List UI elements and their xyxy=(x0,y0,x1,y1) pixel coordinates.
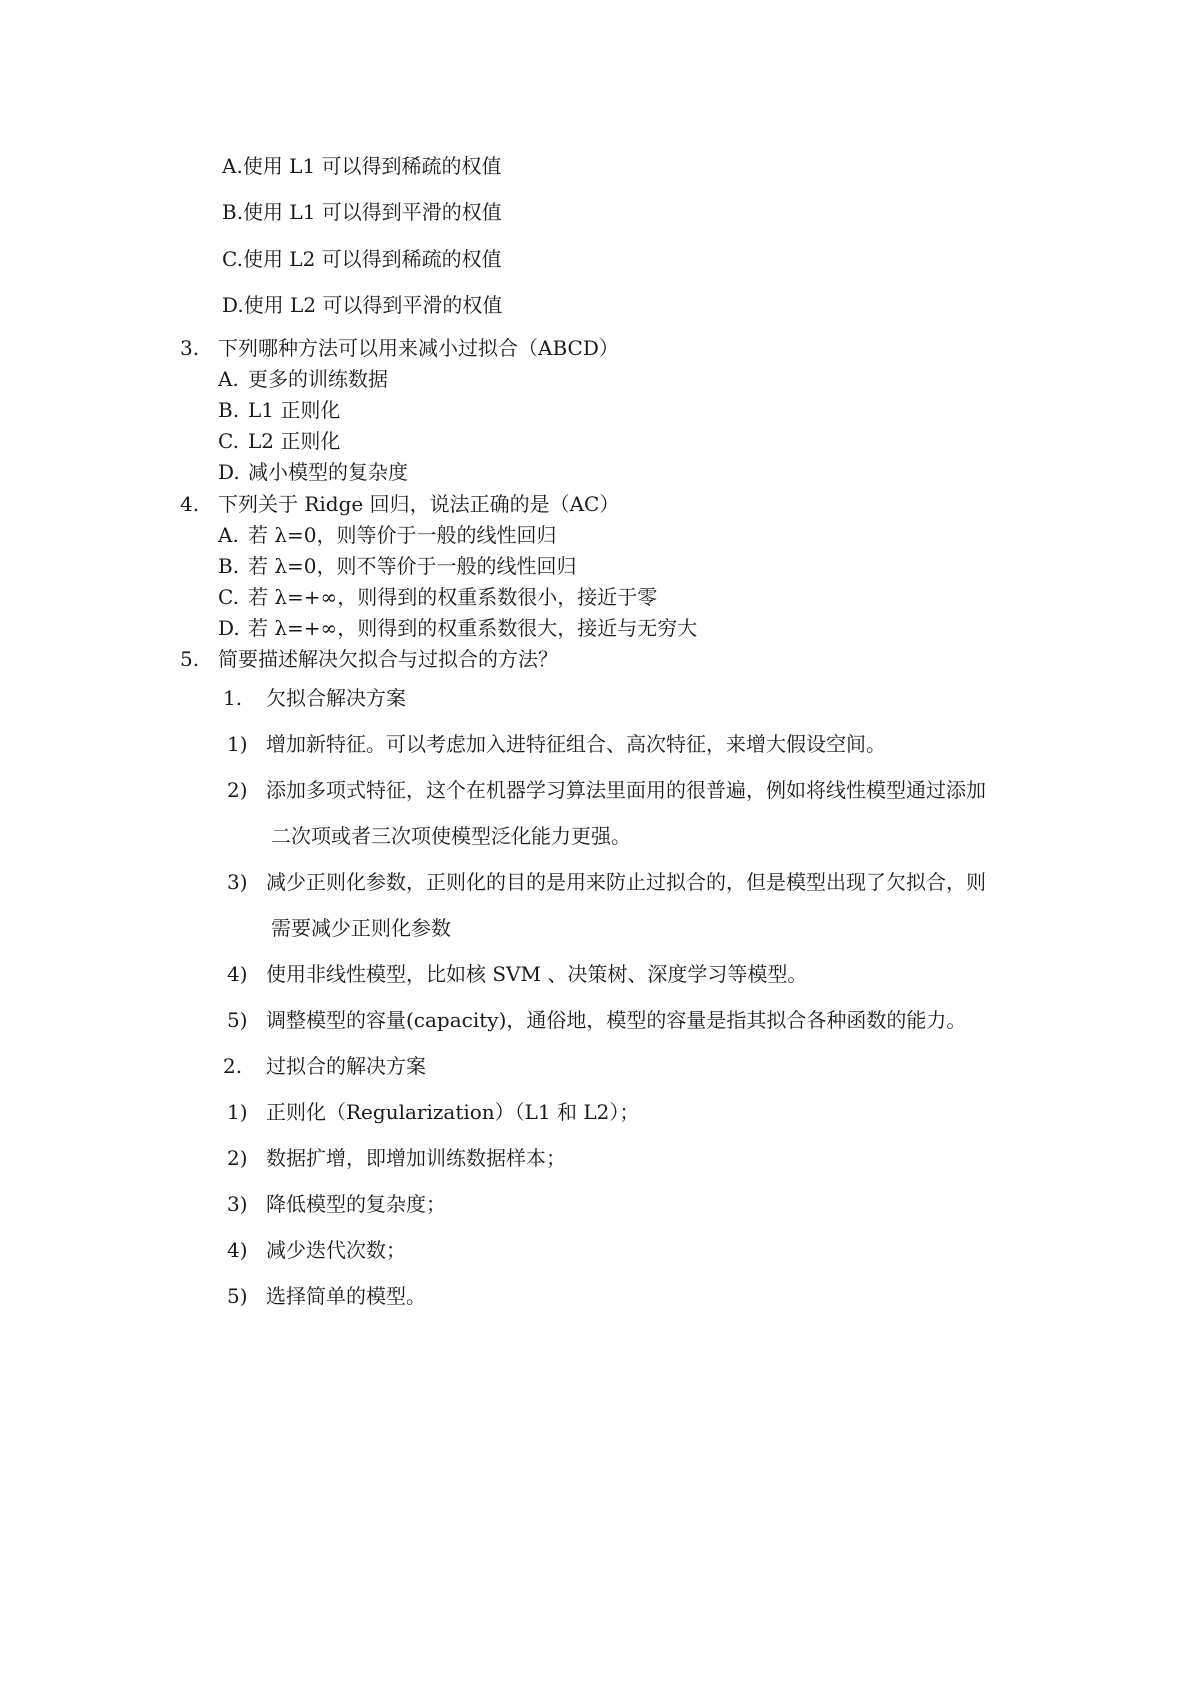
option-label: B. xyxy=(218,554,240,578)
item-number: 4) xyxy=(227,962,248,986)
question-text: 下列关于 Ridge 回归，说法正确的是（AC） xyxy=(218,492,620,516)
item-text: 添加多项式特征，这个在机器学习算法里面用的很普遍，例如将线性模型通过添加 xyxy=(266,778,986,802)
option-label: A. xyxy=(218,367,239,391)
section-number: 2. xyxy=(223,1054,243,1078)
question-number: 4. xyxy=(180,492,200,516)
option-text: 若 λ=0，则等价于一般的线性回归 xyxy=(248,523,557,547)
item-number: 4) xyxy=(227,1238,248,1262)
option-label: D. xyxy=(218,616,240,640)
question-text: 下列哪种方法可以用来减小过拟合（ABCD） xyxy=(218,336,619,360)
item-text: 数据扩增，即增加训练数据样本； xyxy=(266,1146,566,1170)
option-label: A. xyxy=(218,523,239,547)
question-text: 简要描述解决欠拟合与过拟合的方法？ xyxy=(218,647,558,671)
option-text: 更多的训练数据 xyxy=(248,367,388,391)
section-title: 过拟合的解决方案 xyxy=(266,1054,426,1078)
item-number: 5) xyxy=(227,1284,248,1308)
option-text: L2 正则化 xyxy=(248,429,341,453)
continued-option-a: A.使用 L1 可以得到稀疏的权值 xyxy=(222,154,502,178)
option-text: L1 正则化 xyxy=(248,398,341,422)
continued-option-d: D.使用 L2 可以得到平滑的权值 xyxy=(222,293,503,317)
item-number: 3) xyxy=(227,1192,248,1216)
item-text: 增加新特征。可以考虑加入进特征组合、高次特征，来增大假设空间。 xyxy=(266,732,886,756)
option-text: 若 λ=+∞，则得到的权重系数很大，接近与无穷大 xyxy=(248,616,698,640)
item-text: 减少正则化参数，正则化的目的是用来防止过拟合的，但是模型出现了欠拟合，则 xyxy=(266,870,986,894)
continued-option-b: B.使用 L1 可以得到平滑的权值 xyxy=(222,200,502,224)
item-text: 降低模型的复杂度； xyxy=(266,1192,446,1216)
question-number: 3. xyxy=(180,336,200,360)
item-number: 3) xyxy=(227,870,248,894)
section-number: 1. xyxy=(223,686,243,710)
item-text: 减少迭代次数； xyxy=(266,1238,406,1262)
item-number: 2) xyxy=(227,778,248,802)
item-text: 使用非线性模型，比如核 SVM 、决策树、深度学习等模型。 xyxy=(266,962,808,986)
option-text: 减小模型的复杂度 xyxy=(248,460,408,484)
item-text-continued: 二次项或者三次项使模型泛化能力更强。 xyxy=(271,824,631,848)
item-text-continued: 需要减少正则化参数 xyxy=(271,916,451,940)
option-label: C. xyxy=(218,585,239,609)
item-text: 调整模型的容量(capacity)，通俗地，模型的容量是指其拟合各种函数的能力。 xyxy=(266,1008,967,1032)
item-number: 5) xyxy=(227,1008,248,1032)
question-number: 5. xyxy=(180,647,200,671)
item-number: 1) xyxy=(227,732,248,756)
option-text: 若 λ=+∞，则得到的权重系数很小，接近于零 xyxy=(248,585,658,609)
item-number: 1) xyxy=(227,1100,248,1124)
option-label: D. xyxy=(218,460,240,484)
continued-option-c: C.使用 L2 可以得到稀疏的权值 xyxy=(222,247,502,271)
option-label: C. xyxy=(218,429,239,453)
option-label: B. xyxy=(218,398,240,422)
option-text: 若 λ=0，则不等价于一般的线性回归 xyxy=(248,554,577,578)
item-number: 2) xyxy=(227,1146,248,1170)
item-text: 选择简单的模型。 xyxy=(266,1284,426,1308)
item-text: 正则化（Regularization）（L1 和 L2）； xyxy=(266,1100,640,1124)
section-title: 欠拟合解决方案 xyxy=(266,686,406,710)
